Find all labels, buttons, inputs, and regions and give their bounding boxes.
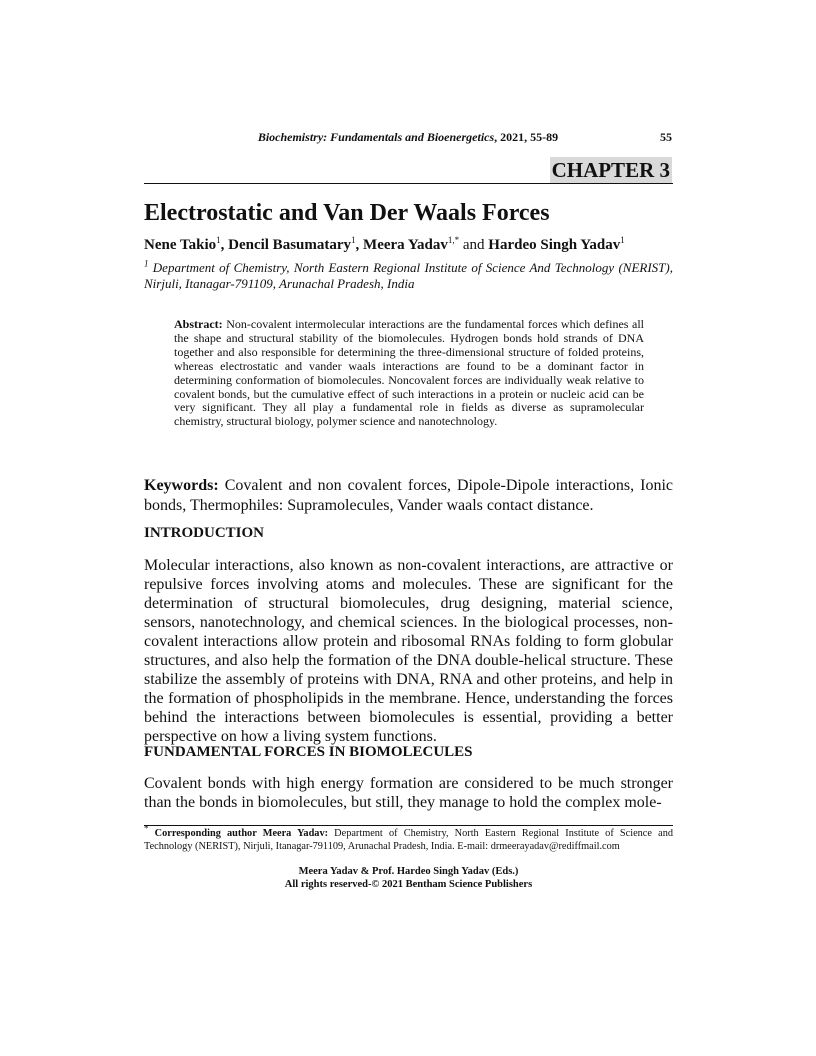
journal-volume-info: , 2021, 55-89 xyxy=(494,130,559,144)
author-affiliation-mark: 1 xyxy=(620,235,625,245)
affiliation-text: Department of Chemistry, North Eastern Regional Institute of Science And Technology (NERIST), Nirjuli, Itanagar-791109, Arunachal Pradesh, India xyxy=(144,260,673,291)
page-number: 55 xyxy=(660,130,672,144)
page-footer xyxy=(144,866,673,891)
footer-editors: Meera Yadav & Prof. Hardeo Singh Yadav (Eds.) xyxy=(298,866,519,877)
author-name: Nene Takio xyxy=(144,237,217,253)
affiliation-mark: 1 xyxy=(144,258,149,269)
author-list xyxy=(144,236,625,254)
abstract-label: Abstract: xyxy=(174,317,223,331)
author-separator: , xyxy=(355,237,364,253)
section-body-fundamental-forces: Covalent bonds with high energy formation are considered to be much stronger than the bonds in biomolecules, but still, they manage to hold the complex mole- xyxy=(144,775,673,811)
footnote-rule xyxy=(144,825,673,826)
journal-title: Biochemistry: Fundamentals and Bioenergetics xyxy=(257,130,495,144)
affiliation xyxy=(144,260,673,292)
section-heading-fundamental-forces: FUNDAMENTAL FORCES IN BIOMOLECULES xyxy=(144,744,473,760)
footnote-text: Department of Chemistry, North Eastern Regional Institute of Science and Technology (NERIST), Nirjuli, Itanagar-791109, Arunachal Pradesh, India. E-mail: drmeerayadav@rediffmail.com xyxy=(144,828,673,852)
footnote-mark: * xyxy=(144,823,149,834)
keywords-label: Keywords: xyxy=(144,477,219,494)
author-name: Meera Yadav xyxy=(363,237,448,253)
section-body-introduction: Molecular interactions, also known as non-covalent interactions, are attractive or repulsive forces involving atoms and molecules. These are significant for the determination of structural biomolecules, drug designing, material science, sensors, nanotechnology, and chemical sciences. In the biological processes, non-covalent interactions allow protein and ribosomal RNAs folding to form globular structures, and also help the formation of the DNA double-helical structure. These stabilize the assembly of proteins with DNA, RNA and other proteins, and help in the formation of phospholipids in the membrane. Hence, understanding the forces behind the interactions between biomolecules is essential, providing a better perspective on how a living system functions. xyxy=(144,557,673,745)
author-separator: and xyxy=(459,237,489,253)
journal-citation xyxy=(144,130,672,145)
chapter-label: CHAPTER 3 xyxy=(551,158,670,182)
footnote-label: Corresponding author Meera Yadav: xyxy=(148,828,329,839)
paper-title: Electrostatic and Van Der Waals Forces xyxy=(144,200,550,226)
abstract-text: Non-covalent intermolecular interactions are the fundamental forces which defines all the shape and structural stability of the biomolecules. Hydrogen bonds hold strands of DNA together and also responsible for determining the three-dimensional structure of folded proteins, whereas electrostatic and vander waals interactions are found to be a dominant factor in determining conformation of biomolecules. Noncovalent forces are individually weak relative to covalent bonds, but the cumulative effect of such interactions in a protein or nucleic acid can be very significant. They all play a fundamental role in fields as diverse as supramolecular chemistry, structural biology, polymer science and nanotechnology. xyxy=(174,317,644,429)
footnote xyxy=(144,823,673,853)
author-name: Dencil Basumatary xyxy=(228,237,352,253)
running-header xyxy=(144,130,672,148)
footer-rights: All rights reserved-© 2021 Bentham Science Publishers xyxy=(284,878,533,890)
author-separator: , xyxy=(220,237,229,253)
author-affiliation-mark: 1,* xyxy=(447,235,460,245)
author-affiliation-mark: 1 xyxy=(351,235,356,245)
keywords-text: Covalent and non covalent forces, Dipole-Dipole interactions, Ionic bonds, Thermophiles: Supramolecules, Vander waals contact distance. xyxy=(144,477,673,514)
header-rule xyxy=(144,183,673,184)
author-affiliation-mark: 1 xyxy=(216,235,221,245)
section-heading-introduction: INTRODUCTION xyxy=(144,525,265,541)
abstract xyxy=(174,318,644,429)
keywords xyxy=(144,476,673,515)
author-name: Hardeo Singh Yadav xyxy=(488,237,621,253)
